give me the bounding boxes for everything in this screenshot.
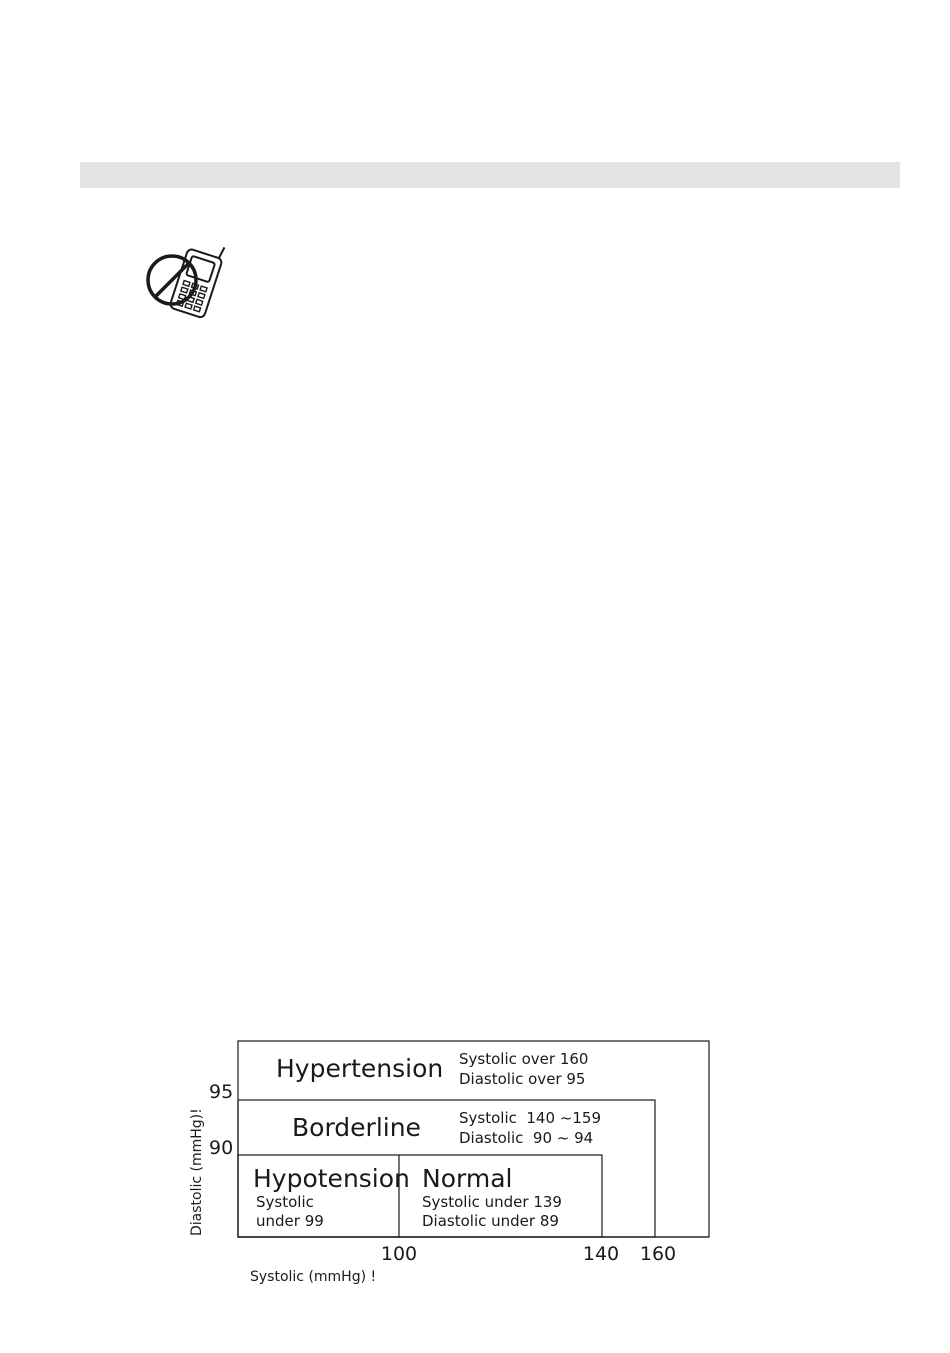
normal-line-2: Diastolic under 89: [422, 1212, 559, 1230]
x-tick-160: 160: [639, 1243, 677, 1265]
y-axis-label: Diastolic (mmHg)!: [189, 1108, 205, 1236]
hypertension-line-2: Diastolic over 95: [459, 1070, 586, 1088]
hypotension-line-1: Systolic: [256, 1193, 314, 1211]
hypertension-line-1: Systolic over 160: [459, 1050, 589, 1068]
borderline-line-1: Systolic 140 ~159: [459, 1109, 601, 1127]
hypotension-line-2: under 99: [256, 1212, 324, 1230]
hypotension-title: Hypotension: [253, 1164, 410, 1193]
y-tick-90: 90: [209, 1137, 234, 1159]
x-axis-label: Systolic (mmHg) !: [250, 1269, 377, 1285]
x-tick-100: 100: [380, 1243, 418, 1265]
borderline-line-2: Diastolic 90 ~ 94: [459, 1129, 594, 1147]
y-tick-95: 95: [209, 1081, 234, 1103]
x-tick-140: 140: [582, 1243, 620, 1265]
borderline-title: Borderline: [292, 1113, 421, 1142]
normal-title: Normal: [422, 1164, 513, 1193]
normal-line-1: Systolic under 139: [422, 1193, 562, 1211]
hypertension-title: Hypertension: [276, 1054, 444, 1083]
